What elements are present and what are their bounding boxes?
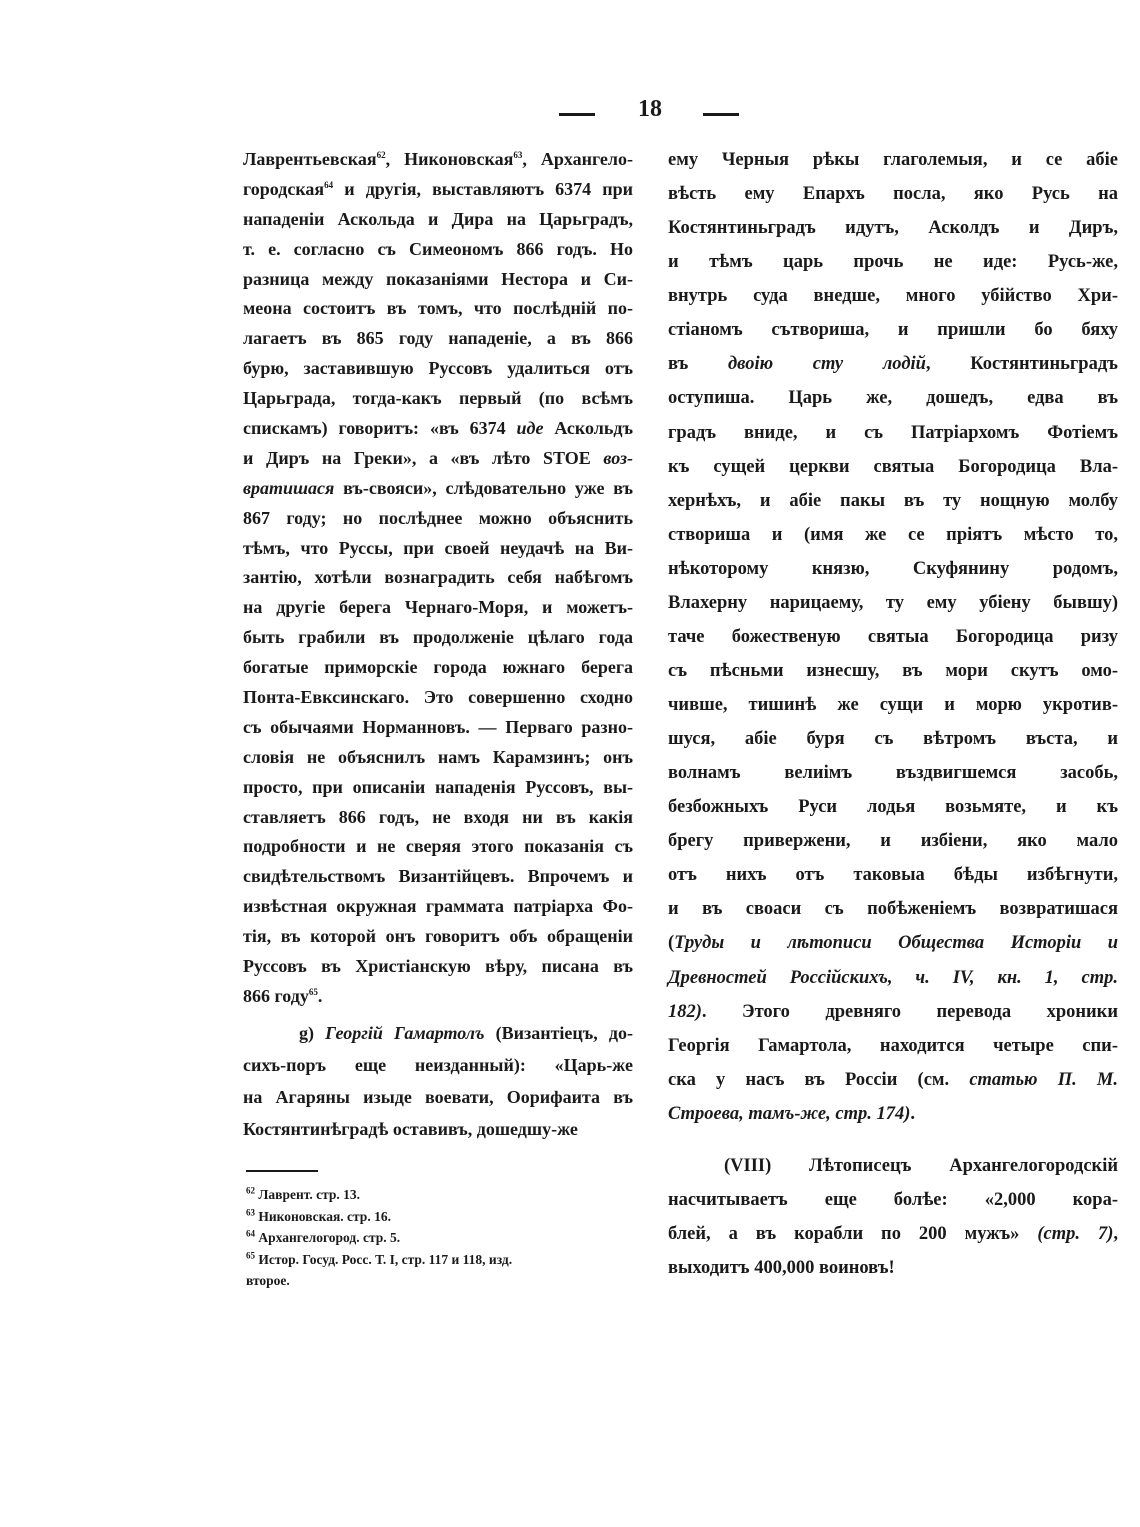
- text-segment: безбожныхъ Руси лодья возьмяте, и къ: [668, 797, 1118, 818]
- italic-text: (стр. 7): [1037, 1224, 1114, 1244]
- text-segment: и Диръ на Греки», а «въ лѣто ЅТОЕ: [243, 447, 604, 468]
- text-line: [243, 773, 633, 803]
- footnote-reference: 65: [308, 986, 318, 997]
- text-line: [668, 688, 1118, 722]
- text-segment: Понта-Евксинскаго. Это совершенно сходно: [243, 687, 633, 708]
- text-segment: ставляетъ 866 годъ, не входя ни въ какія: [243, 806, 633, 827]
- italic-text: Древностей Россійскихъ, ч. IV, кн. 1, стр.: [668, 967, 1118, 988]
- text-segment: 866 году: [243, 985, 309, 1006]
- footnote-reference: 63: [513, 150, 523, 160]
- text-line: [243, 265, 633, 295]
- text-line: [668, 450, 1118, 484]
- text-segment: , Костянтиньградъ: [925, 354, 1118, 375]
- text-segment: Руссовъ въ Христіанскую вѣру, писана въ: [243, 956, 633, 977]
- text-line: [243, 832, 633, 862]
- footnote-reference: 62: [246, 1185, 255, 1196]
- text-line: [668, 552, 1118, 586]
- text-segment: съ пѣсньми изнесшу, въ мори скутъ омо-: [668, 660, 1118, 681]
- text-segment: на другіе берега Чернаго-Моря, и можетъ-: [243, 597, 633, 618]
- text-segment: Георгія Гамартола, находится четыре спи-: [668, 1035, 1118, 1056]
- text-line: [668, 1097, 1118, 1131]
- text-segment: створиша и (имя же се пріятъ мѣсто то,: [668, 524, 1118, 545]
- text-line: [668, 1183, 1118, 1217]
- text-segment: просто, при описаніи нападенія Руссовъ, вы-: [243, 776, 633, 797]
- text-line: [243, 354, 633, 384]
- right-column-paragraph-viii: [668, 1149, 1118, 1285]
- text-line: [668, 279, 1118, 313]
- text-segment: Никоновская. стр. 16.: [255, 1208, 391, 1224]
- text-segment: стіаномъ сътвориша, и пришли бо бяху: [668, 320, 1118, 341]
- italic-text: 182): [668, 1001, 702, 1022]
- text-line: [668, 211, 1118, 245]
- text-segment: волнамъ велиімъ въздвигшемся засобь,: [668, 763, 1118, 784]
- text-line: [668, 926, 1118, 960]
- text-segment: второе.: [246, 1273, 290, 1288]
- text-line: [668, 347, 1118, 381]
- text-segment: спискамъ) говоритъ: «въ 6374: [243, 418, 517, 439]
- text-segment: Лаврент. стр. 13.: [255, 1187, 361, 1202]
- text-line: [243, 743, 633, 773]
- text-line: [243, 653, 633, 683]
- text-line: [246, 1184, 632, 1206]
- text-line: [243, 444, 633, 474]
- text-segment: Аскольдъ: [543, 418, 634, 439]
- text-segment: подробности и не сверяя этого показанія съ: [243, 836, 633, 857]
- text-line: [243, 922, 633, 952]
- italic-text: двоію сту лодій: [728, 354, 926, 375]
- text-line: [668, 484, 1118, 518]
- page-header: [555, 96, 745, 132]
- text-line: [246, 1206, 632, 1228]
- text-segment: (: [668, 933, 675, 954]
- text-line: [243, 862, 633, 892]
- text-segment: и въ своаси съ побѣженіемъ возвратишася: [668, 899, 1118, 920]
- text-line: [668, 858, 1118, 892]
- text-line: [668, 416, 1118, 450]
- text-segment: выходитъ 400,000 воиновъ!: [668, 1258, 895, 1278]
- text-line: [243, 1049, 633, 1081]
- text-line: [243, 563, 633, 593]
- text-line: [668, 620, 1118, 654]
- footnote-reference: 63: [246, 1207, 255, 1217]
- text-segment: оступиша. Царь же, дошедъ, едва въ: [668, 388, 1118, 409]
- text-segment: тія, въ которой онъ говоритъ объ обращеніи: [243, 926, 633, 947]
- text-segment: Костянтиньградъ идутъ, Асколдъ и Диръ,: [668, 218, 1118, 239]
- text-segment: Лаврентьевская: [243, 149, 377, 169]
- text-line: [668, 1251, 1118, 1285]
- text-line: [668, 961, 1118, 995]
- text-line: [246, 1249, 632, 1271]
- text-line: [668, 1063, 1118, 1097]
- text-line: [243, 593, 633, 623]
- text-segment: (Византіецъ, до-: [484, 1023, 633, 1043]
- right-column-paragraph-1: [668, 143, 1118, 1131]
- text-line: [668, 722, 1118, 756]
- text-line: [243, 534, 633, 564]
- text-segment: съ обычаями Норманновъ. — Перваго разно-: [243, 716, 633, 737]
- text-line: [243, 205, 633, 235]
- text-segment: g): [299, 1023, 326, 1043]
- text-segment: таче божественую святыа Богородица ризу: [668, 626, 1118, 647]
- text-line: [668, 313, 1118, 347]
- text-segment: чивше, тишинѣ же сущи и морю укротив-: [668, 695, 1118, 715]
- text-segment: тѣмъ, что Руссы, при своей неудачѣ на Ви-: [243, 537, 633, 558]
- footnote-reference: 64: [324, 179, 334, 190]
- text-segment: хернѣхъ, и абіе пакы въ ту нощную молбу: [668, 490, 1118, 511]
- text-segment: и тѣмъ царь прочь не иде: Русь-же,: [668, 252, 1118, 273]
- text-segment: на Агаряны изыде воевати, Оорифаита въ: [243, 1087, 633, 1107]
- text-segment: лагаетъ въ 865 году нападеніе, а въ 866: [243, 328, 633, 349]
- text-line: [243, 384, 633, 414]
- left-column-paragraph-1: [243, 145, 633, 1012]
- text-segment: зантію, хотѣли вознаградить себя набѣгомъ: [243, 567, 633, 588]
- italic-text: иде: [516, 418, 544, 439]
- text-line: [243, 1017, 633, 1049]
- text-segment: меона состоитъ въ томъ, что послѣдній по-: [243, 298, 633, 319]
- text-line: [243, 235, 633, 265]
- text-segment: . Этого древняго перевода хроники: [701, 1001, 1118, 1022]
- footnote-reference: 65: [246, 1250, 255, 1260]
- italic-text: воз-: [603, 447, 633, 468]
- text-line: [668, 381, 1118, 415]
- text-line: [243, 892, 633, 922]
- text-segment: Истор. Госуд. Росс. Т. I, стр. 117 и 118, изд.: [255, 1251, 513, 1267]
- text-segment: нѣкоторому князю, Скуфянину родомъ,: [668, 558, 1118, 579]
- text-line: [243, 683, 633, 713]
- text-line: [246, 1270, 632, 1292]
- text-line: [243, 414, 633, 444]
- text-line: [668, 518, 1118, 552]
- footnote-separator: [246, 1170, 318, 1172]
- text-line: [668, 654, 1118, 688]
- text-segment: Влахерну нарицаему, ту ему убіену бывшу): [668, 592, 1118, 613]
- footnote-reference: 64: [246, 1228, 255, 1239]
- text-segment: Костянтинѣградѣ оставивъ, дошедшу-же: [243, 1119, 578, 1139]
- text-segment: отъ нихъ отъ таковыа бѣды избѣгнути,: [668, 865, 1118, 886]
- text-line: [243, 294, 633, 324]
- text-segment: свидѣтельствомъ Византійцевъ. Впрочемъ и: [243, 866, 633, 887]
- text-line: [243, 982, 633, 1012]
- text-segment: градъ вниде, и съ Патріархомъ Фотіемъ: [668, 422, 1118, 443]
- italic-text: Труды и лѣтописи Общества Исторіи и: [674, 933, 1118, 954]
- footnote-reference: 62: [376, 150, 386, 160]
- text-segment: 867 году; но послѣднее можно объяснить: [243, 507, 633, 528]
- text-line: [243, 324, 633, 354]
- text-segment: и другія, выставляютъ 6374 при: [333, 178, 633, 199]
- text-segment: брегу привержени, и избіени, яко мало: [668, 831, 1118, 852]
- text-line: [243, 1081, 633, 1113]
- left-column-paragraph-georgios: [243, 1017, 633, 1145]
- text-line: [243, 623, 633, 653]
- italic-text: Георгій Гамартолъ: [325, 1023, 485, 1043]
- text-segment: .: [910, 1103, 916, 1124]
- text-segment: городская: [243, 178, 325, 199]
- text-line: [243, 952, 633, 982]
- text-segment: Царьграда, тогда-какъ первый (по всѣмъ: [243, 388, 633, 409]
- text-line: [243, 1113, 633, 1145]
- text-segment: ему Черныя рѣкы глаголемыя, и се абіе: [668, 150, 1118, 170]
- italic-text: Строева, тамъ-же, стр. 174): [668, 1103, 911, 1124]
- text-segment: ска у насъ въ Россіи (см.: [668, 1069, 970, 1090]
- text-segment: къ сущей церкви святыа Богородица Вла-: [668, 456, 1118, 477]
- text-segment: быть грабили въ продолженіе цѣлаго года: [243, 627, 633, 648]
- text-line: [246, 1227, 632, 1249]
- text-segment: , Никоновская: [385, 149, 514, 169]
- italic-text: статью П. М.: [969, 1069, 1118, 1090]
- text-segment: извѣстная окружная граммата патріарха Фо-: [243, 896, 633, 917]
- text-line: [668, 143, 1118, 177]
- text-segment: насчитываетъ еще болѣе: «2,000 кора-: [668, 1190, 1118, 1210]
- text-line: [243, 175, 633, 205]
- italic-text: вратишася: [243, 477, 335, 498]
- text-segment: блей, а въ корабли по 200 мужъ»: [668, 1224, 1038, 1244]
- header-dash-left: [559, 113, 595, 116]
- text-line: [243, 713, 633, 743]
- text-line: [243, 803, 633, 833]
- text-line: [243, 474, 633, 504]
- text-segment: вѣсть ему Епархъ посла, яко Русь на: [668, 184, 1118, 205]
- text-segment: разница между показаніями Нестора и Си-: [243, 268, 633, 289]
- text-line: [668, 995, 1118, 1029]
- text-line: [243, 145, 633, 175]
- page-number: 18: [638, 96, 662, 122]
- text-segment: сихъ-поръ еще неизданный): «Царь-же: [243, 1055, 633, 1075]
- text-line: [668, 245, 1118, 279]
- text-segment: внутрь суда внедше, много убійство Хри-: [668, 286, 1118, 307]
- text-segment: ,: [1113, 1224, 1118, 1244]
- text-segment: Архангелогород. стр. 5.: [255, 1230, 401, 1245]
- text-segment: , Архангело-: [522, 149, 633, 169]
- text-line: [668, 824, 1118, 858]
- text-line: [668, 756, 1118, 790]
- text-line: [668, 790, 1118, 824]
- text-segment: шуся, абіе буря съ вѣтромъ въста, и: [668, 729, 1118, 750]
- text-line: [668, 892, 1118, 926]
- text-segment: въ: [668, 354, 728, 375]
- text-line: [668, 586, 1118, 620]
- text-segment: .: [317, 985, 323, 1006]
- text-segment: (VIII) Лѣтописецъ Архангелогородскій: [724, 1156, 1118, 1176]
- text-segment: бурю, заставившую Руссовъ удалиться отъ: [243, 358, 633, 379]
- text-line: [668, 1029, 1118, 1063]
- text-segment: нападеніи Аскольда и Дира на Царьградъ,: [243, 208, 633, 229]
- text-segment: словія не объяснилъ намъ Карамзинъ; онъ: [243, 746, 633, 767]
- text-line: [668, 1217, 1118, 1251]
- footnotes: [246, 1184, 632, 1292]
- text-line: [243, 504, 633, 534]
- text-line: [668, 177, 1118, 211]
- header-dash-right: [703, 113, 739, 116]
- text-line: [668, 1149, 1118, 1183]
- text-segment: богатые приморскіе города южнаго берега: [243, 657, 633, 678]
- text-segment: въ-свояси», слѣдовательно уже въ: [334, 477, 633, 498]
- text-segment: т. е. согласно съ Симеономъ 866 годъ. Но: [243, 238, 633, 259]
